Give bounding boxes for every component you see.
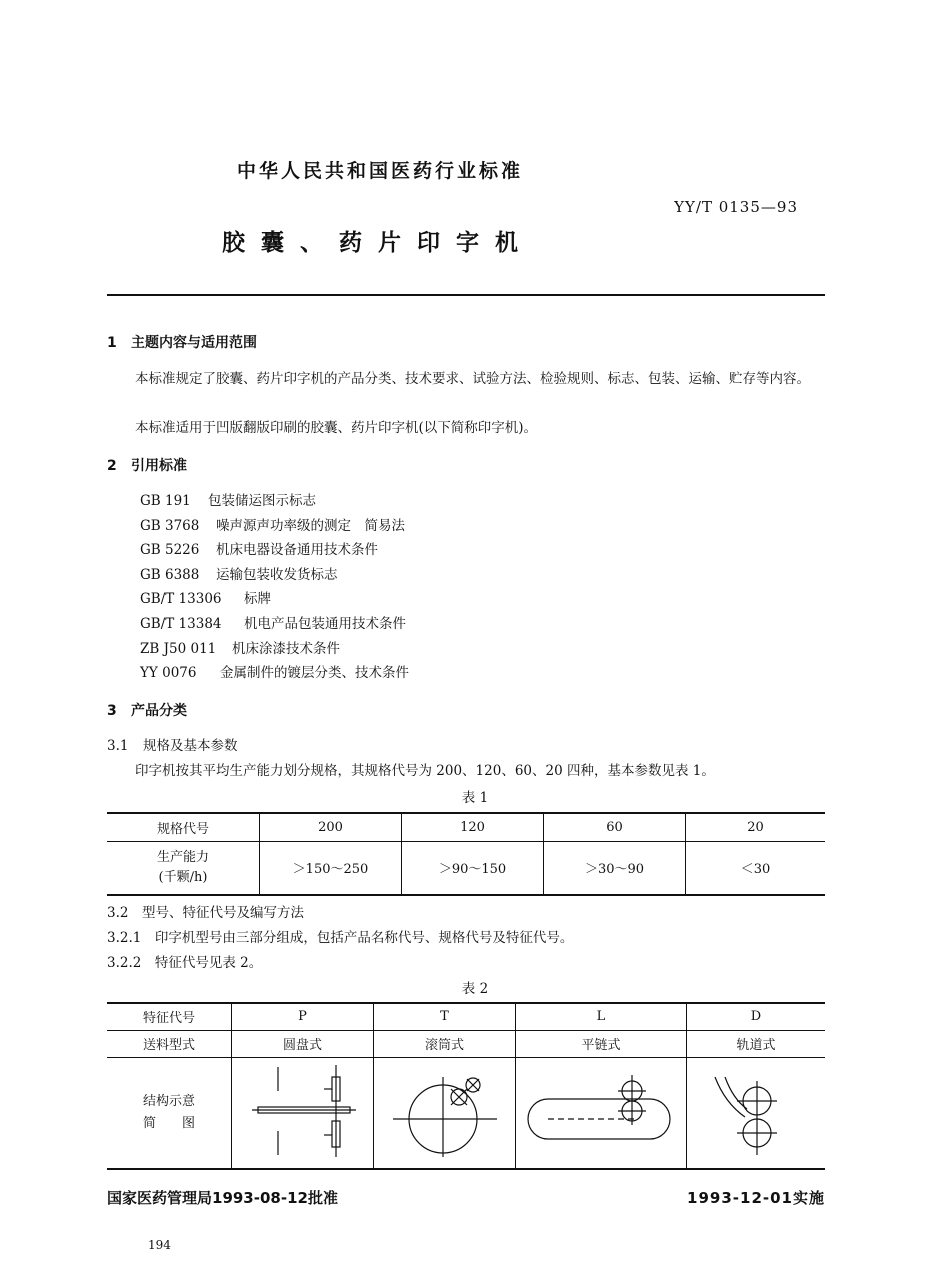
- section-3-1-heading: [107, 734, 827, 758]
- table-cell: ＞90～150: [402, 841, 544, 895]
- table-cell: 圆盘式: [232, 1030, 374, 1057]
- table-1-head-capacity: [107, 841, 260, 895]
- reference-name: 噪声源声功率级的测定 简易法: [216, 517, 405, 534]
- reference-item: [140, 587, 409, 612]
- table-cell: T: [374, 1003, 516, 1030]
- section-3-number: 3: [107, 703, 117, 719]
- section-1-number: 1: [107, 335, 117, 351]
- section-1-title: 主题内容与适用范围: [131, 335, 257, 351]
- reference-list: [140, 489, 409, 686]
- section-1-heading: [107, 332, 257, 352]
- page-number: 194: [148, 1238, 171, 1252]
- diagram-cell-disc: [232, 1057, 374, 1169]
- reference-item: [140, 563, 409, 588]
- diagram-cell-track: [687, 1057, 826, 1169]
- table-2-head-diagram: [107, 1057, 232, 1169]
- table-2-head-feed-type: 送料型式: [107, 1030, 232, 1057]
- table-cell: ＜30: [686, 841, 826, 895]
- reference-item: [140, 538, 409, 563]
- table-cell: 200: [260, 813, 402, 841]
- section-3-2-2-text: 3.2.2 特征代号见表 2。: [107, 955, 263, 971]
- diagram-label-line-1: 结构示意: [142, 1093, 195, 1109]
- reference-item: [140, 514, 409, 539]
- section-3-title: 产品分类: [131, 703, 187, 719]
- table-cell: L: [516, 1003, 687, 1030]
- reference-name: 标牌: [244, 591, 271, 608]
- section-3-2-heading: 3.2 型号、特征代号及编写方法: [107, 905, 304, 921]
- table-cell: D: [687, 1003, 826, 1030]
- table-row: [107, 1057, 825, 1169]
- reference-code: GB/T 13306: [140, 591, 222, 608]
- reference-name: 运输包装收发货标志: [216, 566, 338, 583]
- reference-name: 机床电器设备通用技术条件: [216, 542, 378, 559]
- disc-feed-diagram: [248, 1063, 358, 1159]
- reference-code: GB/T 13384: [140, 615, 222, 632]
- diagram-cell-drum: [374, 1057, 516, 1169]
- table-cell: P: [232, 1003, 374, 1030]
- section-2-heading: [107, 455, 187, 475]
- table-2-caption: 表 2: [461, 981, 489, 997]
- section-3-heading: [107, 700, 187, 720]
- section-3-2-1-text: 3.2.1 印字机型号由三部分组成，包括产品名称代号、规格代号及特征代号。: [107, 930, 574, 946]
- table-1-head-spec: 规格代号: [107, 813, 260, 841]
- table-row: [107, 813, 825, 841]
- section-1-paragraph-2: 本标准适用于凹版翻版印刷的胶囊、药片印字机(以下简称印字机)。: [135, 420, 538, 436]
- reference-name: 机床涂漆技术条件: [232, 640, 340, 657]
- table-row: [107, 1003, 825, 1030]
- document-title: 胶囊、药片印字机: [222, 230, 534, 256]
- implementation-note: 1993-12-01实施: [687, 1189, 825, 1207]
- section-2-number: 2: [107, 458, 117, 474]
- table-2: [107, 1002, 825, 1170]
- table-cell: ＞30～90: [544, 841, 686, 895]
- standard-code: YY/T 0135—93: [674, 198, 798, 216]
- section-3-1-title: 规格及基本参数: [143, 738, 238, 754]
- table-cell: 轨道式: [687, 1030, 826, 1057]
- track-feed-diagram: [701, 1063, 811, 1159]
- table-cell: 滚筒式: [374, 1030, 516, 1057]
- reference-item: [140, 489, 409, 514]
- reference-item: [140, 637, 409, 662]
- standard-org-title: 中华人民共和国医药行业标准: [236, 160, 523, 182]
- chain-feed-diagram: [526, 1063, 676, 1159]
- reference-name: 包装储运图示标志: [208, 493, 316, 509]
- reference-item: [140, 661, 409, 686]
- diagram-label-line-2: 简 图: [142, 1115, 195, 1131]
- table-1: [107, 812, 825, 896]
- approval-note: 国家医药管理局1993-08-12批准: [107, 1189, 338, 1207]
- section-1-paragraph-1: 本标准规定了胶囊、药片印字机的产品分类、技术要求、试验方法、检验规则、标志、包装、运输、贮存等内容。: [135, 371, 810, 387]
- reference-name: 金属制件的镀层分类、技术条件: [220, 665, 409, 682]
- reference-code: GB 5226: [140, 542, 200, 559]
- table-1-caption: 表 1: [461, 790, 489, 806]
- reference-code: ZB J50 011: [140, 640, 217, 657]
- capacity-label: 生产能力: [156, 849, 209, 865]
- table-row: [107, 841, 825, 895]
- table-2-head-feature: 特征代号: [107, 1003, 232, 1030]
- diagram-cell-chain: [516, 1057, 687, 1169]
- capacity-unit: (千颗/h): [158, 869, 208, 885]
- drum-feed-diagram: [385, 1063, 505, 1159]
- table-cell: 20: [686, 813, 826, 841]
- reference-code: GB 3768: [140, 517, 200, 534]
- section-3-1-text: 印字机按其平均生产能力划分规格，其规格代号为 200、120、60、20 四种，基本参数见表 1。: [135, 763, 715, 779]
- table-cell: 120: [402, 813, 544, 841]
- table-row: [107, 1030, 825, 1057]
- reference-code: YY 0076: [140, 665, 197, 682]
- header-rule: [107, 294, 825, 296]
- reference-item: [140, 612, 409, 637]
- table-cell: ＞150～250: [260, 841, 402, 895]
- section-2-title: 引用标准: [131, 458, 187, 474]
- table-cell: 平链式: [516, 1030, 687, 1057]
- reference-name: 机电产品包装通用技术条件: [244, 615, 406, 632]
- reference-code: GB 191: [140, 493, 191, 509]
- section-3-1-number: 3.1: [107, 738, 129, 754]
- reference-code: GB 6388: [140, 566, 200, 583]
- table-cell: 60: [544, 813, 686, 841]
